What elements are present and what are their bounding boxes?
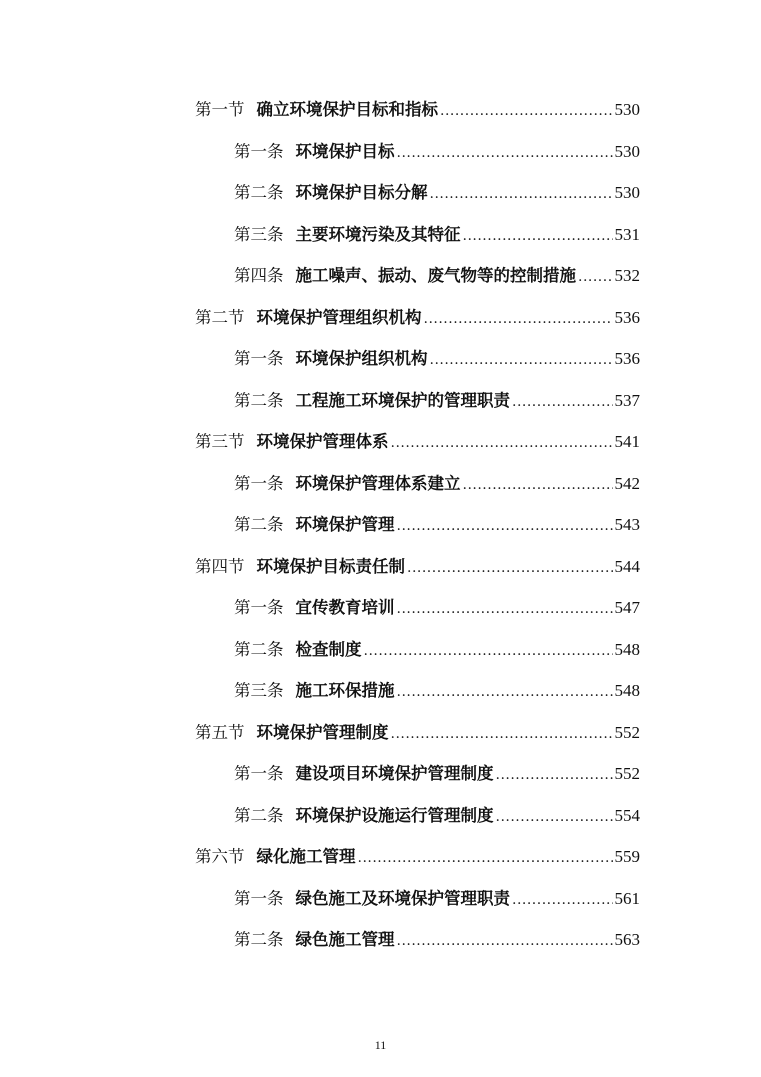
toc-entry-title: 宜传教育培训	[295, 598, 395, 617]
toc-article-entry[interactable]	[0, 504, 640, 546]
toc-article-entry[interactable]	[0, 463, 640, 505]
dot-leader	[463, 465, 613, 507]
toc-entry-page: 559	[614, 847, 640, 866]
toc-section-entry[interactable]	[0, 421, 640, 463]
toc-entry-title: 环境保护设施运行管理制度	[295, 805, 494, 825]
toc-section-entry[interactable]	[0, 836, 640, 878]
toc-entry-page: 552	[614, 722, 640, 742]
toc-entry-title: 工程施工环境保护的管理职责	[295, 390, 510, 410]
toc-entry-label: 第二节	[195, 307, 245, 327]
dot-leader	[391, 423, 613, 465]
toc-article-entry[interactable]	[0, 380, 640, 422]
toc-section-entry[interactable]	[0, 89, 640, 131]
dot-leader	[578, 257, 613, 299]
toc-entry-title: 环境保护管理体系建立	[295, 473, 461, 493]
toc-article-entry[interactable]	[0, 587, 640, 629]
toc-entry-page: 561	[614, 888, 640, 908]
toc-entry-title: 环境保护管理制度	[256, 722, 389, 742]
toc-entry-page: 531	[614, 224, 640, 244]
dot-leader	[512, 382, 613, 424]
toc-entry-label: 第五节	[195, 722, 245, 742]
toc-entry-page: 544	[614, 556, 640, 576]
toc-entry-title: 绿化施工管理	[256, 847, 356, 866]
toc-entry-title: 环境保护管理	[295, 515, 395, 534]
toc-entry-label: 第六节	[195, 847, 245, 866]
dot-leader	[397, 921, 613, 963]
dot-leader	[397, 506, 613, 548]
toc-article-entry[interactable]	[0, 795, 640, 837]
toc-entry-title: 环境保护组织机构	[295, 349, 428, 368]
dot-leader	[397, 133, 613, 175]
toc-entry-page: 530	[614, 183, 640, 202]
toc-entry-label: 第一条	[234, 888, 284, 908]
dot-leader	[496, 797, 613, 839]
toc-entry-page: 537	[614, 390, 640, 410]
dot-leader	[424, 299, 613, 341]
toc-entry-label: 第三条	[234, 681, 284, 700]
toc-article-entry[interactable]	[0, 629, 640, 671]
toc-entry-title: 环境保护目标	[295, 141, 395, 161]
toc-article-entry[interactable]	[0, 255, 640, 297]
toc-entry-page: 552	[614, 764, 640, 783]
toc-entry-page: 548	[614, 681, 640, 700]
dot-leader	[397, 672, 613, 714]
toc-entry-label: 第二条	[234, 515, 284, 534]
dot-leader	[407, 548, 613, 590]
page-number: 11	[374, 1038, 387, 1052]
toc-entry-title: 主要环境污染及其特征	[295, 224, 461, 244]
toc-entry-title: 环境保护目标责任制	[256, 556, 405, 576]
dot-leader	[430, 174, 613, 216]
toc-entry-page: 536	[614, 307, 640, 327]
dot-leader	[397, 589, 613, 631]
toc-article-entry[interactable]	[0, 878, 640, 920]
toc-entry-page: 536	[614, 349, 640, 368]
dot-leader	[463, 216, 613, 258]
toc-entry-label: 第三条	[234, 224, 284, 244]
toc-entry-page: 543	[614, 515, 640, 534]
toc-entry-label: 第一节	[195, 100, 245, 119]
toc-section-entry[interactable]	[0, 712, 640, 754]
toc-section-entry[interactable]	[0, 546, 640, 588]
toc-entry-title: 环境保护管理体系	[256, 432, 389, 451]
toc-entry-label: 第四条	[234, 266, 284, 285]
toc-entry-label: 第一条	[234, 141, 284, 161]
toc-entry-label: 第二条	[234, 183, 284, 202]
toc-entry-page: 530	[614, 141, 640, 161]
toc-article-entry[interactable]	[0, 753, 640, 795]
toc-article-entry[interactable]	[0, 919, 640, 961]
dot-leader	[440, 91, 613, 133]
toc-entry-label: 第一条	[234, 598, 284, 617]
toc-entry-title: 施工噪声、振动、废气物等的控制措施	[295, 266, 576, 285]
toc-entry-label: 第二条	[234, 390, 284, 410]
toc-entry-title: 绿色施工管理	[295, 930, 395, 949]
toc-entry-page: 542	[614, 473, 640, 493]
toc-entry-label: 第一条	[234, 349, 284, 368]
table-of-contents	[0, 89, 761, 961]
dot-leader	[512, 880, 613, 922]
toc-article-entry[interactable]	[0, 172, 640, 214]
toc-entry-page: 563	[614, 930, 640, 949]
toc-entry-title: 环境保护管理组织机构	[256, 307, 422, 327]
toc-section-entry[interactable]	[0, 297, 640, 339]
dot-leader	[364, 631, 613, 673]
toc-entry-page: 547	[614, 598, 640, 617]
toc-entry-label: 第四节	[195, 556, 245, 576]
toc-entry-label: 第一条	[234, 764, 284, 783]
toc-entry-title: 环境保护目标分解	[295, 183, 428, 202]
dot-leader	[391, 714, 613, 756]
toc-entry-title: 建设项目环境保护管理制度	[295, 764, 494, 783]
toc-entry-title: 检查制度	[295, 639, 362, 659]
toc-article-entry[interactable]	[0, 131, 640, 173]
toc-article-entry[interactable]	[0, 670, 640, 712]
toc-article-entry[interactable]	[0, 214, 640, 256]
toc-entry-label: 第二条	[234, 639, 284, 659]
toc-entry-page: 541	[614, 432, 640, 451]
toc-entry-title: 施工环保措施	[295, 681, 395, 700]
toc-entry-page: 530	[614, 100, 640, 119]
toc-entry-page: 548	[614, 639, 640, 659]
toc-entry-page: 554	[614, 805, 640, 825]
toc-entry-label: 第二条	[234, 930, 284, 949]
toc-entry-label: 第一条	[234, 473, 284, 493]
dot-leader	[496, 755, 613, 797]
toc-entry-label: 第二条	[234, 805, 284, 825]
toc-entry-title: 绿色施工及环境保护管理职责	[295, 888, 510, 908]
toc-article-entry[interactable]	[0, 338, 640, 380]
dot-leader	[358, 838, 613, 880]
dot-leader	[430, 340, 613, 382]
toc-entry-title: 确立环境保护目标和指标	[256, 100, 438, 119]
toc-entry-page: 532	[614, 266, 640, 285]
toc-entry-label: 第三节	[195, 432, 245, 451]
